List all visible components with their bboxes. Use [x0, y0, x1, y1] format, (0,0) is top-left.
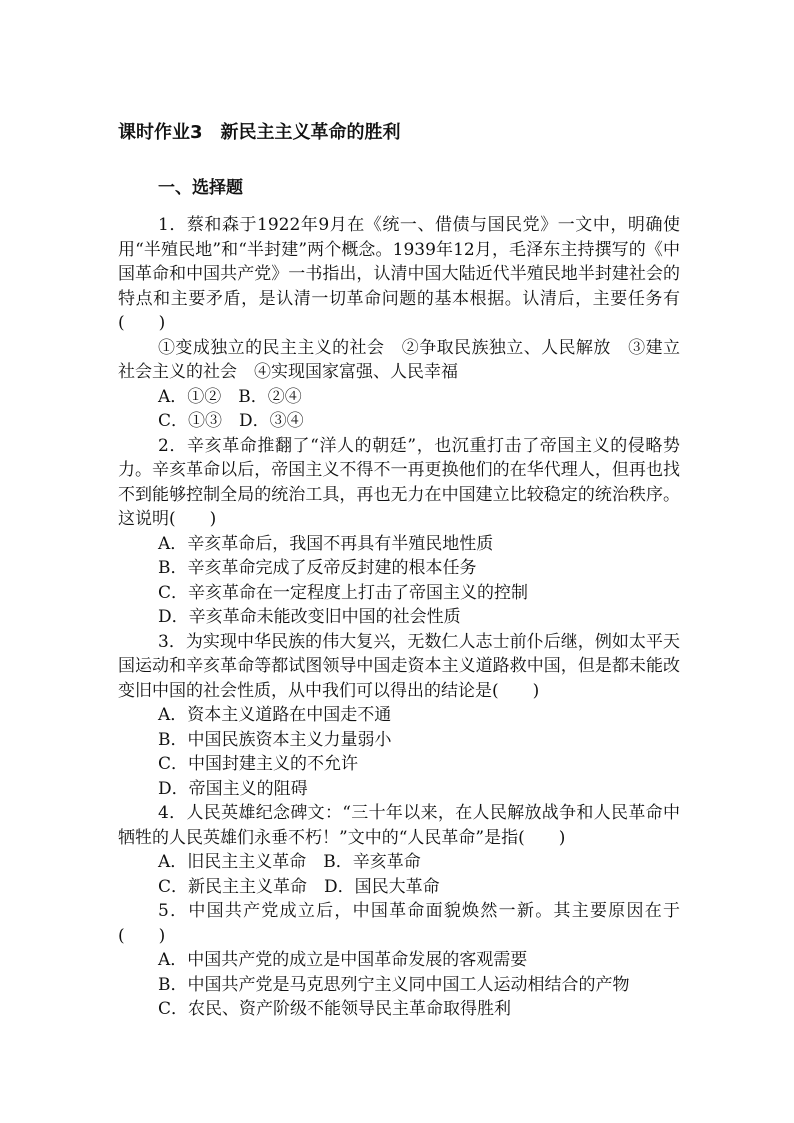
- option-line: C．中国封建主义的不允许: [158, 754, 359, 774]
- option-line: A．旧民主主义革命 B．辛亥革命: [158, 852, 421, 872]
- option-line: D．辛亥革命未能改变旧中国的社会性质: [158, 607, 461, 627]
- option-line: C．新民主主义革命 D．国民大革命: [158, 876, 440, 897]
- option-line: B．辛亥革命完成了反帝反封建的根本任务: [158, 558, 477, 578]
- option-line: D．帝国主义的阻碍: [158, 778, 308, 799]
- option-line: C．农民、资产阶级不能领导民主革命取得胜利: [158, 999, 512, 1019]
- question-stem: 3．为实现中华民族的伟大复兴，无数仁人志士前仆后继，例如太平天国运动和辛亥革命等都试图领导中国走资本主义道路救中国，但是都未能改变旧中国的社会性质，从中我们可以得出的结论是( ): [118, 631, 680, 701]
- option-line: B．中国共产党是马克思列宁主义同中国工人运动相结合的产物: [158, 974, 630, 995]
- page-title: 课时作业3 新民主主义革命的胜利: [118, 122, 401, 143]
- question-stem: 4．人民英雄纪念碑文：“三十年以来，在人民解放战争和人民革命中牺牲的人民英雄们永垂不朽！”文中的“人民革命”是指( ): [118, 803, 680, 848]
- option-line: A．中国共产党的成立是中国革命发展的客观需要: [158, 950, 528, 970]
- option-line: A．辛亥革命后，我国不再具有半殖民地性质: [158, 533, 494, 554]
- option-line: A．①② B．②④: [158, 386, 302, 407]
- option-line: C．辛亥革命在一定程度上打击了帝国主义的控制: [158, 582, 529, 603]
- question-statements: ①变成独立的民主主义的社会 ②争取民族独立、人民解放 ③建立社会主义的社会 ④实现国家富强、人民幸福: [118, 337, 680, 382]
- question-stem: 5．中国共产党成立后，中国革命面貌焕然一新。其主要原因在于( ): [118, 901, 680, 946]
- question-stem: 1．蔡和森于1922年9月在《统一、借债与国民党》一文中，明确使用“半殖民地”和“半封建”两个概念。1939年12月，毛泽东主持撰写的《中国革命和中国共产党》一书指出，认清中国大陆近代半殖民地半封建社会的特点和主要矛盾，是认清一切革命问题的基本根据。认清后，主要任务有( ): [118, 215, 680, 333]
- option-line: C．①③ D．③④: [158, 411, 304, 431]
- question-stem: 2．辛亥革命推翻了“洋人的朝廷”，也沉重打击了帝国主义的侵略势力。辛亥革命以后，帝国主义不得不一再更换他们的在华代理人，但再也找不到能够控制全局的统治工具，再也无力在中国建立比较稳定的统治秩序。这说明( ): [118, 435, 680, 529]
- option-line: B．中国民族资本主义力量弱小: [158, 729, 392, 750]
- section-heading: 一、选择题: [158, 178, 243, 198]
- option-line: A．资本主义道路在中国走不通: [158, 705, 392, 725]
- question-list: [118, 213, 680, 1022]
